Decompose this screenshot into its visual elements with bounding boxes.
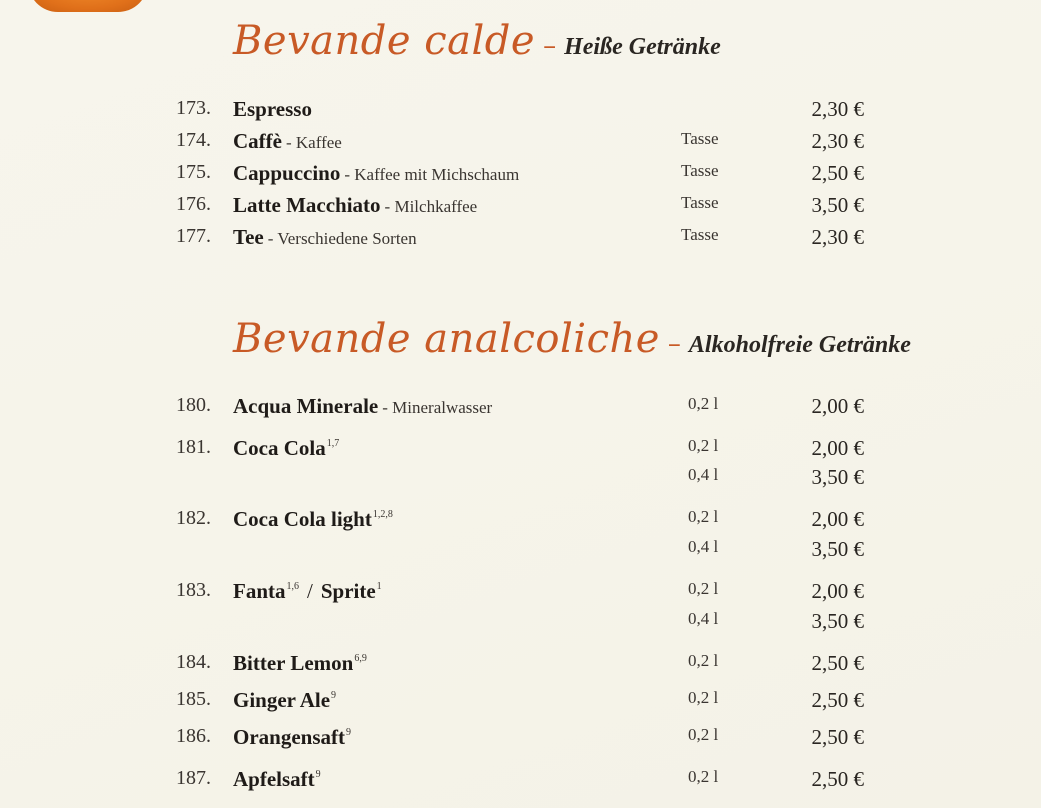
item-name xyxy=(233,97,312,122)
item-description: - Milchkaffee xyxy=(384,197,478,216)
item-volume: 0,4 l xyxy=(688,537,719,556)
item-number: 185. xyxy=(176,688,211,710)
item-number: 177. xyxy=(176,225,211,247)
item-number: 174. xyxy=(176,129,211,151)
item-price: 3,50 € xyxy=(811,193,864,217)
menu-item-row xyxy=(0,579,1041,609)
item-price: 2,50 € xyxy=(811,651,864,675)
item-unit: Tasse xyxy=(681,193,719,212)
menu-item-row xyxy=(0,161,1041,191)
menu-item-row xyxy=(0,394,1041,424)
hot-drinks-dash: – xyxy=(543,31,557,61)
soft-drinks-dash: – xyxy=(667,329,681,359)
item-number: 184. xyxy=(176,651,211,673)
item-price: 3,50 € xyxy=(811,465,864,489)
item-volume: 0,2 l xyxy=(688,394,719,413)
item-volume: 0,4 l xyxy=(688,465,719,484)
menu-item-row xyxy=(0,97,1041,127)
item-name xyxy=(233,507,393,532)
item-volume: 0,2 l xyxy=(688,507,719,526)
item-price: 2,50 € xyxy=(811,725,864,749)
menu-item-subrow xyxy=(0,609,1041,639)
item-name-bold: Tee xyxy=(233,225,264,249)
item-number: 183. xyxy=(176,579,211,601)
hot-drinks-subtitle: Heiße Getränke xyxy=(564,34,721,60)
item-name xyxy=(233,436,339,461)
item-volume: 0,2 l xyxy=(688,651,719,670)
menu-item-row xyxy=(0,225,1041,255)
item-volume: 0,2 l xyxy=(688,579,719,598)
item-name-bold: Orangensaft xyxy=(233,725,345,749)
menu-item-row xyxy=(0,436,1041,466)
menu-item-row xyxy=(0,767,1041,797)
item-description: - Mineralwasser xyxy=(382,398,493,417)
item-volume: 0,2 l xyxy=(688,436,719,455)
menu-item-row xyxy=(0,688,1041,718)
menu-item-subrow xyxy=(0,465,1041,495)
allergen-footnote: 1,6 xyxy=(286,581,299,592)
item-number: 180. xyxy=(176,394,211,416)
item-number: 182. xyxy=(176,507,211,529)
orange-fruit-decoration xyxy=(28,0,148,12)
item-unit: Tasse xyxy=(681,129,719,148)
item-name xyxy=(233,394,492,419)
allergen-footnote: 1 xyxy=(376,581,382,592)
menu-item-row xyxy=(0,193,1041,223)
item-price: 2,30 € xyxy=(811,225,864,249)
allergen-footnote: 1,2,8 xyxy=(372,509,393,520)
item-name xyxy=(233,651,367,676)
item-name-bold: Cappuccino xyxy=(233,161,341,185)
item-name-bold: Fanta xyxy=(233,579,286,603)
menu-item-row xyxy=(0,129,1041,159)
item-name-bold: Coca Cola xyxy=(233,436,326,460)
item-price: 2,00 € xyxy=(811,436,864,460)
item-price: 2,30 € xyxy=(811,129,864,153)
item-price: 2,50 € xyxy=(811,161,864,185)
allergen-footnote: 1,7 xyxy=(326,438,340,449)
item-description: - Kaffee xyxy=(285,133,342,152)
item-unit: Tasse xyxy=(681,225,719,244)
item-unit: Tasse xyxy=(681,161,719,180)
item-volume: 0,4 l xyxy=(688,609,719,628)
item-number: 186. xyxy=(176,725,211,747)
item-name xyxy=(233,579,382,604)
item-name-bold: Ginger Ale xyxy=(233,688,331,712)
item-name xyxy=(233,129,342,154)
item-number: 181. xyxy=(176,436,211,458)
item-description: - Verschiedene Sorten xyxy=(267,229,417,248)
item-price: 2,30 € xyxy=(811,97,864,121)
item-name xyxy=(233,725,351,750)
item-name-bold: Coca Cola light xyxy=(233,507,372,531)
item-name-bold: Espresso xyxy=(233,97,312,121)
item-name-bold: Bitter Lemon xyxy=(233,651,354,675)
menu-item-row xyxy=(0,651,1041,681)
item-number: 175. xyxy=(176,161,211,183)
item-number: 173. xyxy=(176,97,211,119)
item-price: 2,00 € xyxy=(811,394,864,418)
allergen-footnote: 6,9 xyxy=(354,653,367,664)
item-name-bold: Latte Macchiato xyxy=(233,193,381,217)
soft-drinks-header xyxy=(233,316,911,362)
item-price: 2,50 € xyxy=(811,688,864,712)
hot-drinks-header xyxy=(233,18,721,64)
item-number: 187. xyxy=(176,767,211,789)
item-name xyxy=(233,688,336,713)
allergen-footnote: 9 xyxy=(315,769,321,780)
item-name xyxy=(233,161,519,186)
menu-item-row xyxy=(0,725,1041,755)
soft-drinks-subtitle: Alkoholfreie Getränke xyxy=(688,332,911,358)
item-price: 2,00 € xyxy=(811,579,864,603)
allergen-footnote: 9 xyxy=(331,690,337,701)
item-name-bold-second: Sprite xyxy=(320,579,376,603)
item-name xyxy=(233,225,417,250)
soft-drinks-title: Bevande analcoliche xyxy=(233,316,660,362)
item-price: 2,50 € xyxy=(811,767,864,791)
item-price: 3,50 € xyxy=(811,537,864,561)
item-name xyxy=(233,193,477,218)
item-name-bold: Acqua Minerale xyxy=(233,394,379,418)
item-description: - Kaffee mit Michschaum xyxy=(344,165,520,184)
item-volume: 0,2 l xyxy=(688,725,719,744)
item-name-bold: Caffè xyxy=(233,129,282,153)
item-price: 3,50 € xyxy=(811,609,864,633)
menu-item-subrow xyxy=(0,537,1041,567)
item-volume: 0,2 l xyxy=(688,688,719,707)
item-price: 2,00 € xyxy=(811,507,864,531)
item-number: 176. xyxy=(176,193,211,215)
item-name xyxy=(233,767,321,792)
menu-item-row xyxy=(0,507,1041,537)
allergen-footnote: 9 xyxy=(346,727,351,738)
item-name-bold: Apfelsaft xyxy=(233,767,315,791)
name-separator: / xyxy=(307,579,313,603)
hot-drinks-title: Bevande calde xyxy=(233,18,536,64)
item-volume: 0,2 l xyxy=(688,767,719,786)
